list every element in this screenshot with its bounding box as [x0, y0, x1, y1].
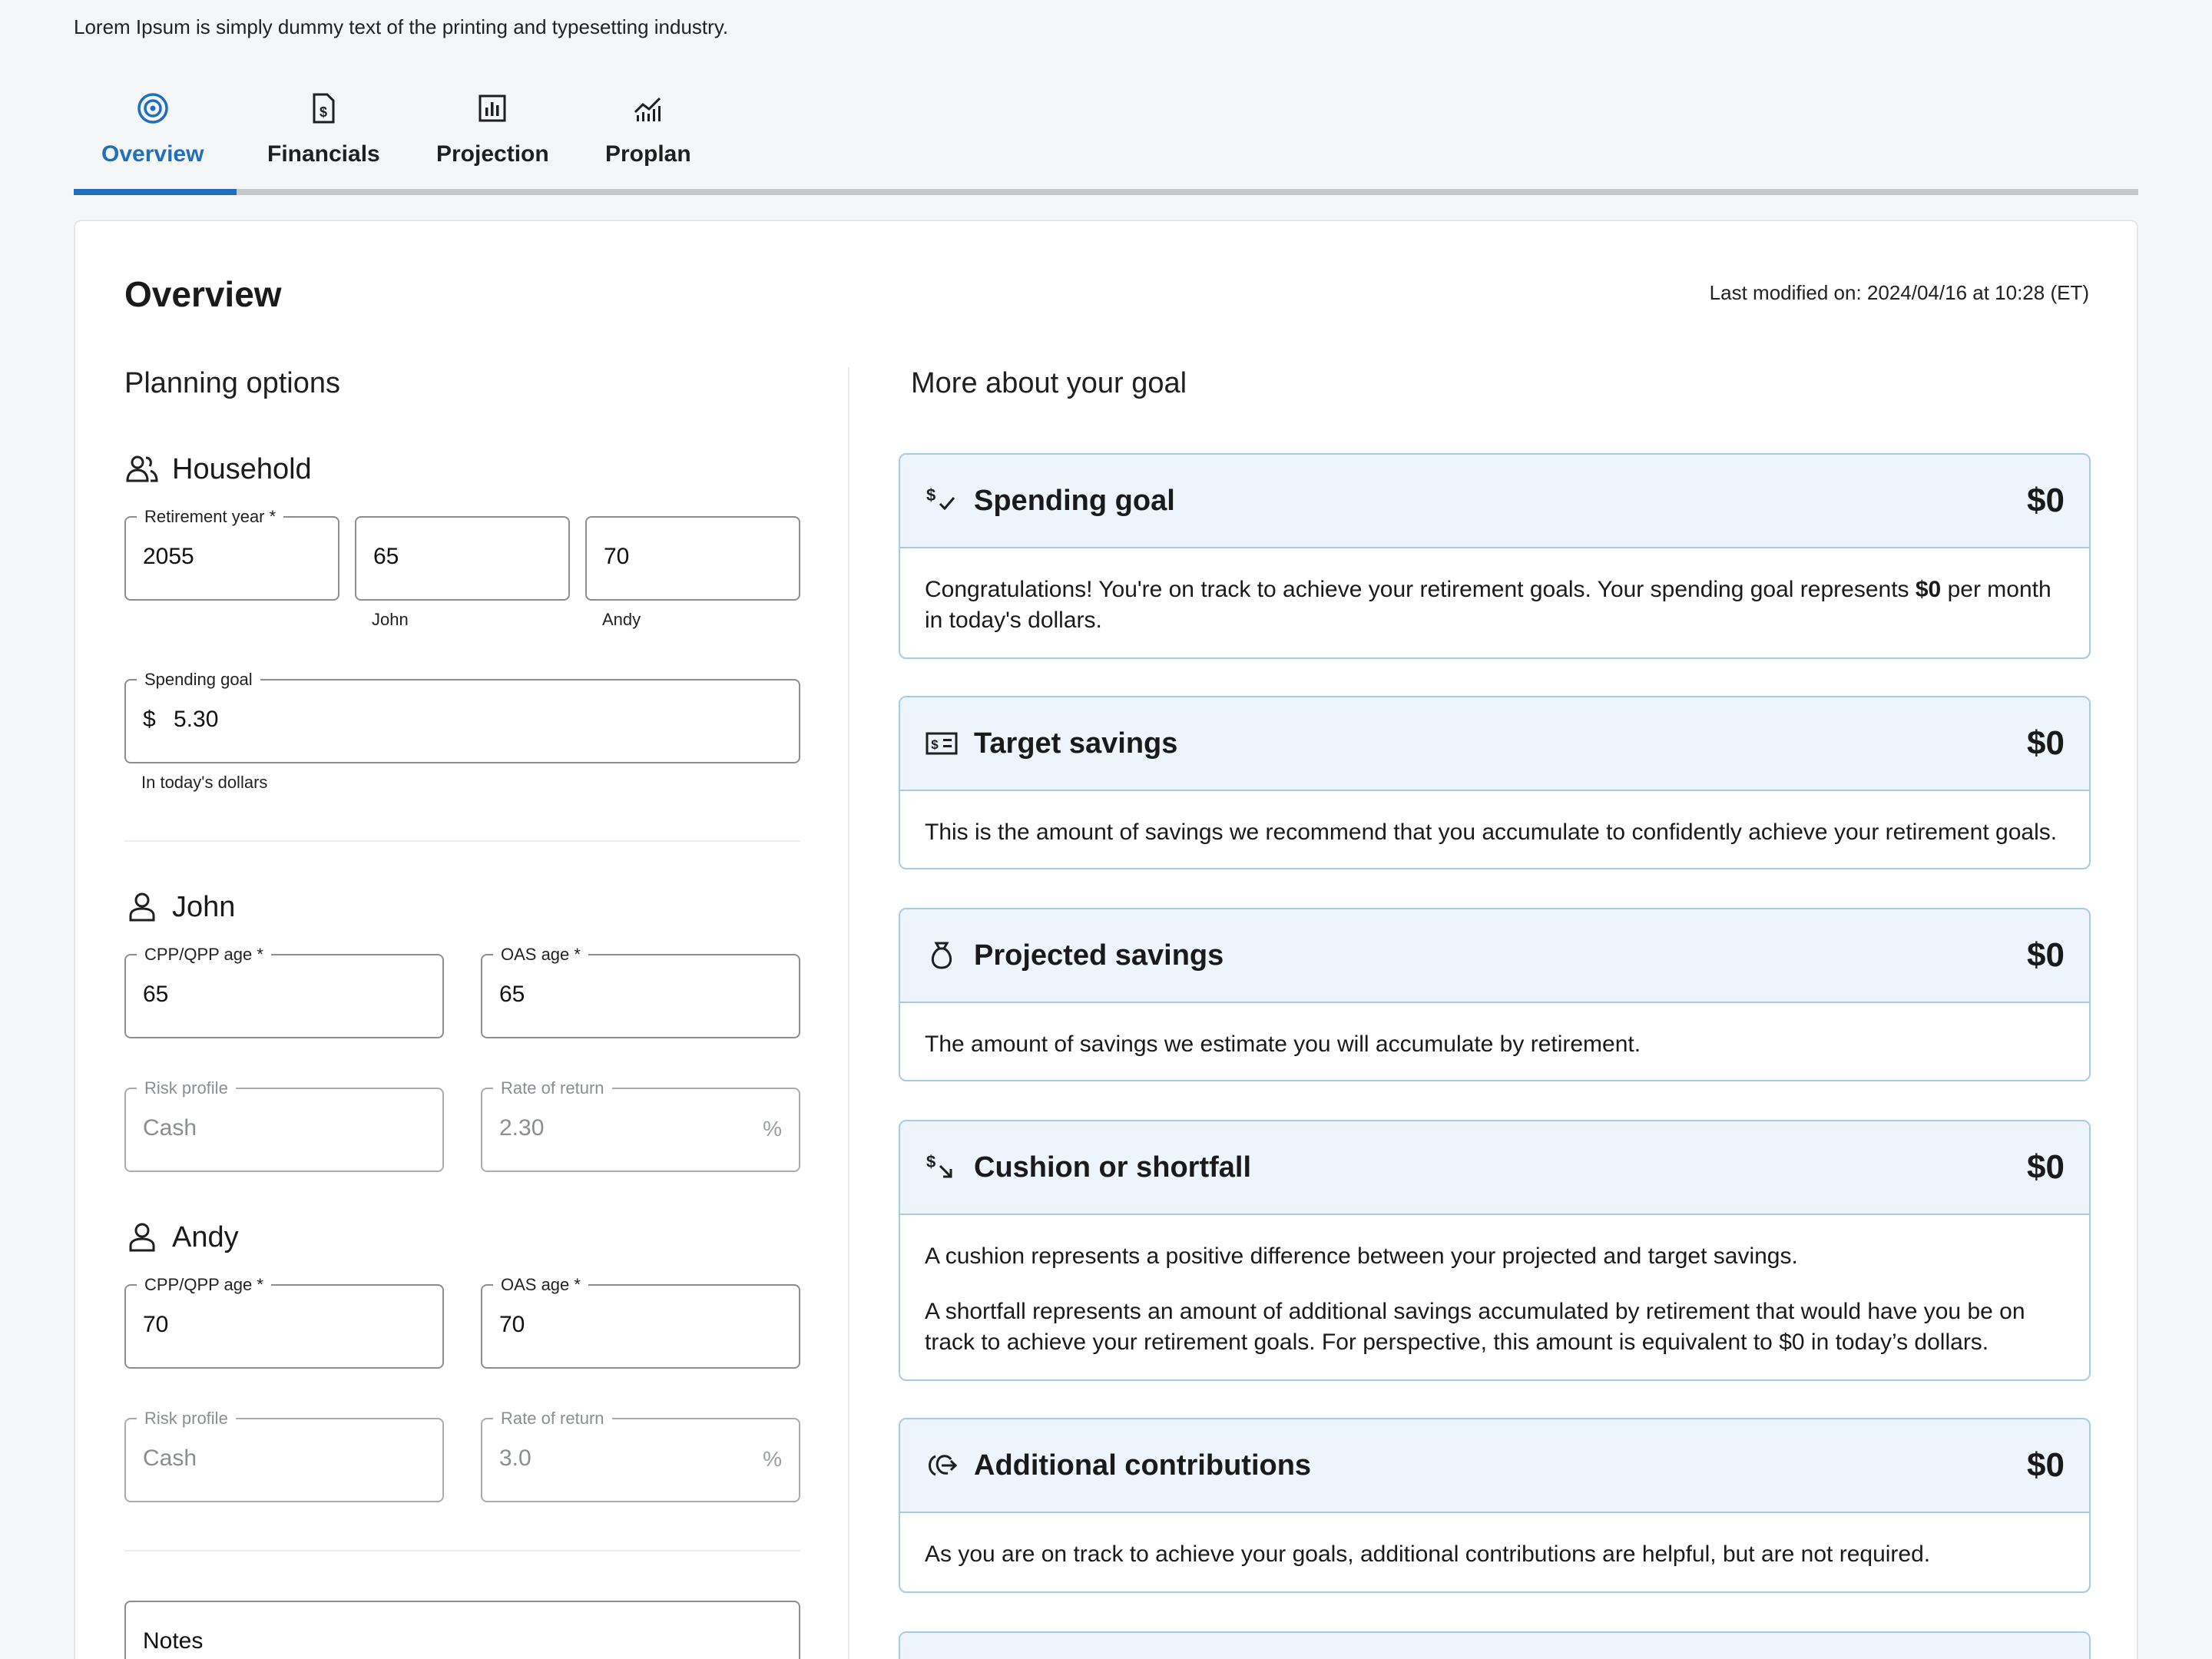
- john-title: John: [172, 890, 236, 923]
- card-text: A shortfall represents an amount of additional savings accumulated by retirement that would have you be on track to achieve your retirement goals. For perspective, this amount is equivalent to $0 in today’s dollars.: [925, 1299, 2025, 1355]
- card-amount: $0: [2027, 724, 2065, 762]
- risk-profile-label: Risk profile: [137, 1409, 236, 1429]
- cushion-shortfall-card: [899, 1120, 2091, 1381]
- rate-of-return-value: 2.30: [499, 1115, 545, 1141]
- john-age-helper: John: [372, 610, 409, 629]
- card-text-bold: $0: [1915, 577, 1942, 602]
- andy-retirement-age-field[interactable]: [585, 516, 800, 601]
- svg-text:$: $: [926, 1152, 936, 1171]
- spending-goal-field[interactable]: [124, 670, 800, 763]
- card-header: [900, 1121, 2089, 1215]
- card-title: Additional contributions: [974, 1449, 1312, 1482]
- intro-text: Lorem Ipsum is simply dummy text of the printing and typesetting industry.: [74, 15, 729, 38]
- page-title: Overview: [124, 274, 282, 314]
- person-icon: [124, 1220, 160, 1255]
- notes-field[interactable]: [124, 1601, 800, 1659]
- rate-of-return-label: Rate of return: [493, 1409, 612, 1429]
- planning-options-title: Planning options: [124, 367, 340, 399]
- card-amount: $0: [2027, 936, 2065, 974]
- john-cpp-age-field[interactable]: [124, 945, 444, 1038]
- card-body: The amount of savings we estimate you will accumulate by retirement.: [925, 1031, 1641, 1057]
- tab-label: Overview: [101, 141, 204, 167]
- tab-financials[interactable]: [267, 91, 380, 195]
- tab-bar: [74, 77, 2138, 195]
- card-header: [900, 455, 2089, 548]
- card-header: [900, 1633, 2089, 1659]
- money-bag-icon: [925, 939, 959, 972]
- john-risk-profile-field: [124, 1078, 444, 1172]
- card-header: [900, 697, 2089, 791]
- risk-profile-value: Cash: [143, 1445, 197, 1471]
- andy-title: Andy: [172, 1220, 239, 1253]
- card-title: Target savings: [974, 727, 1178, 760]
- andy-oas-age-field[interactable]: [481, 1275, 800, 1369]
- section-divider: [124, 1550, 800, 1551]
- card-header: [900, 1419, 2089, 1513]
- household-icon: [124, 452, 160, 487]
- andy-risk-profile-field: [124, 1409, 444, 1502]
- household-title: Household: [172, 452, 312, 485]
- dollar-trend-down-icon: [925, 1151, 959, 1184]
- spending-goal-helper: In today's dollars: [141, 773, 268, 792]
- retirement-year-label: Retirement year *: [137, 507, 283, 527]
- goal-section-title: More about your goal: [911, 367, 1187, 399]
- card-title: Spending goal: [974, 484, 1175, 517]
- risk-profile-value: Cash: [143, 1115, 197, 1141]
- overview-card: [74, 220, 2138, 1659]
- dollar-check-icon: [925, 484, 959, 518]
- contribution-arrow-icon: [925, 1449, 959, 1482]
- card-text: A cushion represents a positive difference between your projected and target savings.: [925, 1243, 1798, 1269]
- rate-of-return-label: Rate of return: [493, 1078, 612, 1098]
- tab-label: Projection: [436, 141, 549, 167]
- tab-label: Proplan: [605, 141, 691, 167]
- card-body: [900, 548, 2089, 636]
- percent-suffix: %: [763, 1117, 782, 1141]
- john-heading: [124, 889, 235, 925]
- household-heading: [124, 452, 312, 487]
- card-body: As you are on track to achieve your goals, additional contributions are helpful, but are not required.: [925, 1541, 1931, 1567]
- cpp-age-label: CPP/QPP age *: [137, 945, 271, 965]
- projected-savings-card: [899, 908, 2091, 1081]
- tab-overview[interactable]: [101, 91, 204, 195]
- andy-retirement-age-value: 70: [604, 544, 630, 569]
- retirement-year-field[interactable]: [124, 507, 339, 601]
- tab-label: Financials: [267, 141, 380, 167]
- andy-cpp-age-field[interactable]: [124, 1275, 444, 1369]
- column-divider: [848, 367, 849, 1659]
- tab-projection[interactable]: [436, 91, 549, 195]
- tab-proplan[interactable]: [605, 91, 691, 195]
- target-icon: [135, 91, 171, 126]
- section-divider: [124, 840, 800, 842]
- line-chart-icon: [631, 91, 666, 126]
- oas-age-value: 65: [499, 982, 525, 1007]
- john-rate-of-return-field: [481, 1078, 800, 1172]
- svg-text:$: $: [320, 104, 328, 120]
- oas-age-label: OAS age *: [493, 1275, 588, 1295]
- card-amount: $0: [2027, 1148, 2065, 1186]
- last-modified: Last modified on: 2024/04/16 at 10:28 (ET): [1709, 281, 2089, 304]
- currency-prefix: $: [143, 707, 156, 732]
- card-amount: $0: [2027, 482, 2065, 519]
- next-goal-card: [899, 1631, 2091, 1659]
- notes-label: Notes: [143, 1628, 204, 1654]
- card-title: Projected savings: [974, 939, 1224, 972]
- dollar-card-icon: [925, 727, 959, 760]
- target-savings-card: [899, 696, 2091, 869]
- document-dollar-icon: [306, 91, 341, 126]
- card-amount: $0: [2027, 1446, 2065, 1484]
- card-text: per month in today's dollars.: [925, 577, 2051, 633]
- card-text: Congratulations! You're on track to achieve your retirement goals. Your spending goal represents: [925, 577, 1916, 602]
- card-body: This is the amount of savings we recommend that you accumulate to confidently achieve your retirement goals.: [925, 820, 2058, 845]
- spending-goal-value: 5.30: [174, 707, 219, 732]
- oas-age-label: OAS age *: [493, 945, 588, 965]
- andy-rate-of-return-field: [481, 1409, 800, 1502]
- person-icon: [124, 889, 160, 925]
- cpp-age-value: 70: [143, 1312, 169, 1337]
- spending-goal-label: Spending goal: [137, 670, 260, 690]
- john-retirement-age-value: 65: [373, 544, 399, 569]
- card-body: [900, 1215, 2089, 1358]
- percent-suffix: %: [763, 1447, 782, 1471]
- card-title: Cushion or shortfall: [974, 1151, 1251, 1184]
- cpp-age-label: CPP/QPP age *: [137, 1275, 271, 1295]
- svg-text:$: $: [931, 737, 939, 752]
- additional-contributions-card: [899, 1418, 2091, 1593]
- andy-age-helper: Andy: [602, 610, 641, 629]
- active-tab-indicator: [74, 189, 237, 195]
- andy-heading: [124, 1220, 239, 1255]
- bar-chart-icon: [475, 91, 510, 126]
- risk-profile-label: Risk profile: [137, 1078, 236, 1098]
- rate-of-return-value: 3.0: [499, 1445, 531, 1471]
- cpp-age-value: 65: [143, 982, 169, 1007]
- card-header: [900, 909, 2089, 1003]
- john-oas-age-field[interactable]: [481, 945, 800, 1038]
- svg-text:$: $: [926, 485, 936, 505]
- retirement-year-value: 2055: [143, 544, 194, 569]
- john-retirement-age-field[interactable]: [355, 516, 570, 601]
- oas-age-value: 70: [499, 1312, 525, 1337]
- spending-goal-card: [899, 453, 2091, 659]
